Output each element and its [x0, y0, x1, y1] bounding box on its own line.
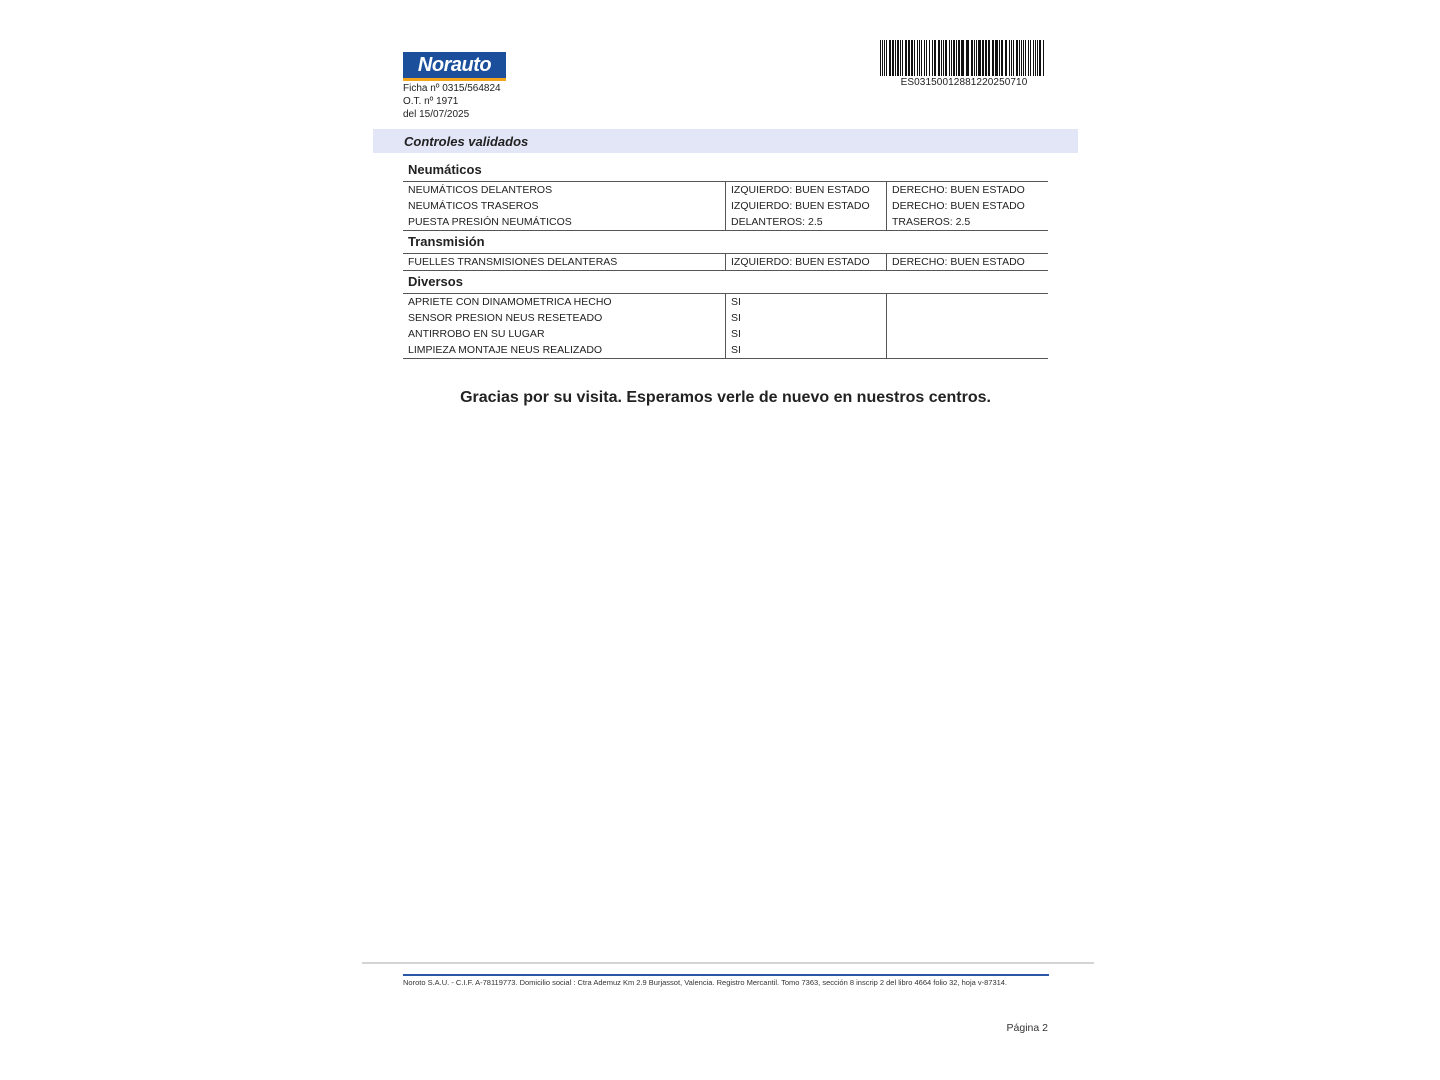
barcode-bar	[932, 40, 933, 76]
control-result-right: DERECHO: BUEN ESTADO	[887, 182, 1049, 199]
norauto-logo	[403, 52, 506, 81]
thanks-message: Gracias por su visita. Esperamos verle de nuevo en nuestros centros.	[460, 389, 991, 406]
barcode-bar	[934, 40, 936, 76]
barcode-bar	[1030, 40, 1031, 76]
barcode-bar	[902, 40, 903, 76]
table-row	[403, 310, 1048, 326]
barcode-bar	[961, 40, 964, 76]
barcode-bar	[929, 40, 930, 76]
section-header	[373, 129, 1078, 153]
page-number: Página 2	[1006, 1022, 1048, 1034]
barcode-bar	[995, 40, 998, 76]
document-date: del 15/07/2025	[403, 109, 470, 120]
barcode-bar	[924, 40, 925, 76]
section-title: Controles validados	[404, 134, 529, 149]
document-meta	[403, 82, 501, 121]
control-result-right	[887, 342, 1049, 359]
barcode-bar	[1039, 40, 1041, 76]
barcode-bar	[1013, 40, 1014, 76]
barcode-bar	[943, 40, 944, 76]
barcode-bar	[926, 40, 927, 76]
barcode-bar	[884, 40, 885, 76]
control-result-left: SI	[726, 326, 887, 342]
barcode-bar	[882, 40, 883, 76]
barcode-bar	[1025, 40, 1026, 76]
control-item: APRIETE CON DINAMOMETRICA HECHO	[408, 296, 612, 308]
barcode-bar	[917, 40, 918, 76]
group-title: Neumáticos	[408, 162, 482, 177]
barcode-bar	[880, 40, 881, 76]
control-result-right	[887, 310, 1049, 326]
barcode-bar	[914, 40, 915, 76]
barcode-bar	[1023, 40, 1024, 76]
barcode-bar	[895, 40, 896, 76]
barcode-bar	[1028, 40, 1029, 76]
barcode-bar	[1005, 40, 1007, 76]
control-result-left: SI	[726, 342, 887, 359]
table-row	[403, 182, 1048, 199]
controls-list	[403, 160, 1048, 360]
barcode-bar	[999, 40, 1000, 76]
control-result-right	[887, 294, 1049, 311]
table-row	[403, 326, 1048, 342]
barcode-bar	[1011, 40, 1012, 76]
barcode-bar	[982, 40, 984, 76]
control-item: LIMPIEZA MONTAJE NEUS REALIZADO	[408, 344, 603, 356]
control-result-right: DERECHO: BUEN ESTADO	[887, 198, 1049, 214]
barcode-bar	[1035, 40, 1036, 76]
footer-divider	[362, 962, 1094, 964]
barcode-bar	[971, 40, 973, 76]
barcode-bar	[1043, 40, 1044, 76]
table-row	[403, 294, 1048, 311]
barcode-bar	[1016, 40, 1018, 76]
barcode-bar	[911, 40, 913, 76]
barcode-bar	[1019, 40, 1020, 76]
work-order-number: O.T. nº 1971	[403, 96, 459, 107]
barcode-bar	[978, 40, 981, 76]
control-result-left: DELANTEROS: 2.5	[726, 214, 887, 231]
barcode-bar	[897, 40, 899, 76]
control-result-left: SI	[726, 310, 887, 326]
ficha-number: Ficha nº 0315/564824	[403, 83, 501, 94]
control-item: PUESTA PRESIÓN NEUMÁTICOS	[408, 216, 572, 228]
barcode-bar	[908, 40, 910, 76]
barcode-bar	[1001, 40, 1003, 76]
barcode-bar	[966, 40, 969, 76]
group-title: Diversos	[408, 274, 463, 289]
table-row	[403, 214, 1048, 231]
group-title: Transmisión	[408, 234, 485, 249]
barcode-bar	[976, 40, 977, 76]
barcode-bar	[886, 40, 887, 76]
control-result-left: IZQUIERDO: BUEN ESTADO	[726, 198, 887, 214]
control-result-left: IZQUIERDO: BUEN ESTADO	[726, 182, 887, 199]
barcode-bar	[1033, 40, 1034, 76]
barcode-bar	[921, 40, 922, 76]
control-result-left: SI	[726, 294, 887, 311]
barcode-bar	[938, 40, 940, 76]
footer-rule	[403, 974, 1049, 976]
barcode-bar	[958, 40, 960, 76]
controls-table	[403, 253, 1048, 271]
controls-table	[403, 181, 1048, 231]
barcode-bar	[941, 40, 942, 76]
table-row	[403, 198, 1048, 214]
control-item: NEUMÁTICOS DELANTEROS	[408, 184, 553, 196]
company-legal-footer: Noroto S.A.U. - C.I.F. A-78119773. Domicilio social : Ctra Ademuz Km 2.9 Burjassot, Valencia. Registro Mercantil. Tomo 7363, sección 8 inscrip 2 del libro 4664 folio 32, hoja v-87314.	[403, 978, 1008, 987]
control-item: NEUMÁTICOS TRASEROS	[408, 200, 539, 212]
control-result-right	[887, 326, 1049, 342]
barcode-bar	[892, 40, 894, 76]
control-result-right: TRASEROS: 2.5	[887, 214, 1049, 231]
barcode-bar	[889, 40, 891, 76]
table-row	[403, 254, 1048, 271]
barcode-bar	[992, 40, 994, 76]
barcode-bar	[953, 40, 955, 76]
barcode-bar	[988, 40, 990, 76]
barcode-bar	[900, 40, 901, 76]
barcode-bar	[951, 40, 952, 76]
barcode-bar	[1009, 40, 1010, 76]
barcode-bar	[949, 40, 950, 76]
barcode-icon	[880, 40, 1048, 76]
barcode-bar	[974, 40, 975, 76]
barcode-block	[880, 40, 1048, 88]
control-result-left: IZQUIERDO: BUEN ESTADO	[726, 254, 887, 271]
barcode-bar	[956, 40, 957, 76]
barcode-bar	[1021, 40, 1022, 76]
table-row	[403, 342, 1048, 359]
barcode-bar	[985, 40, 987, 76]
barcode-bar	[1037, 40, 1038, 76]
logo-text: Norauto	[417, 54, 492, 76]
barcode-number: ES03150012881220250710	[900, 77, 1028, 88]
controls-table	[403, 293, 1048, 359]
barcode-bar	[945, 40, 947, 76]
control-item: FUELLES TRANSMISIONES DELANTERAS	[408, 256, 618, 268]
barcode-bar	[905, 40, 907, 76]
barcode-bar	[919, 40, 920, 76]
control-item: SENSOR PRESION NEUS RESETEADO	[408, 312, 603, 324]
control-item: ANTIRROBO EN SU LUGAR	[408, 328, 545, 340]
control-result-right: DERECHO: BUEN ESTADO	[887, 254, 1049, 271]
